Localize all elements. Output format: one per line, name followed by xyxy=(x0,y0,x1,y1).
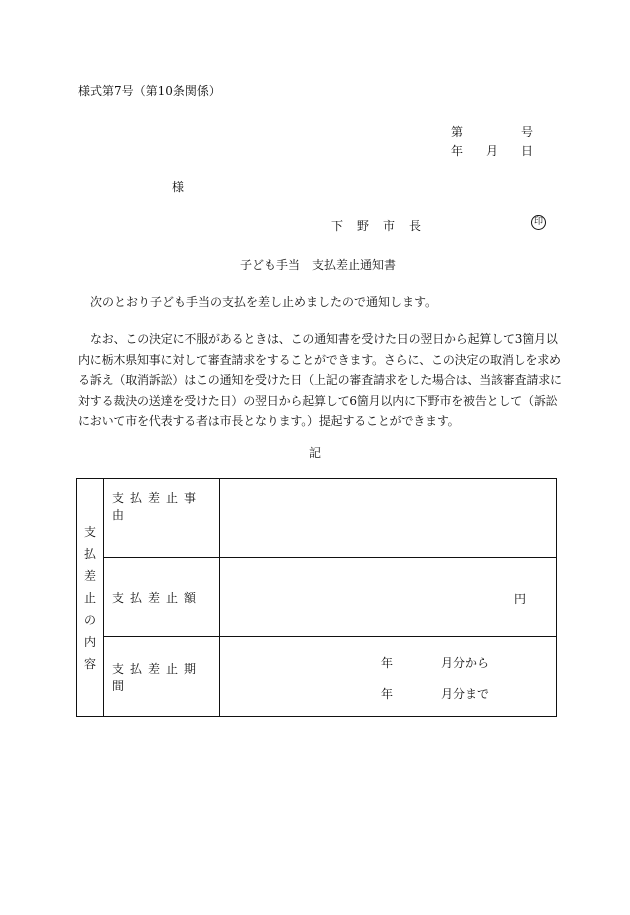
reason-value-cell[interactable] xyxy=(220,479,557,558)
table-row xyxy=(77,637,557,717)
section-label-vertical xyxy=(77,479,104,717)
form-number: 様式第7号（第10条関係） xyxy=(78,84,221,98)
sender-char: 市 xyxy=(383,219,396,233)
period-label: 支払差止期間 xyxy=(112,661,203,693)
reason-label-cell xyxy=(104,479,220,558)
document-number-line xyxy=(451,123,533,140)
period-from-year: 年 xyxy=(381,656,394,670)
ki-heading: 記 xyxy=(309,446,322,460)
body-paragraph-1: 次のとおり子ども手当の支払を差し止めましたので通知します。 xyxy=(90,295,438,309)
section-char: 差 xyxy=(83,568,96,583)
section-char: 払 xyxy=(83,546,96,561)
amount-label-cell xyxy=(104,558,220,637)
section-char: 支 xyxy=(83,524,96,539)
period-label-cell xyxy=(104,637,220,717)
period-from-line xyxy=(381,654,489,671)
table-row xyxy=(77,479,557,558)
seal-mark: 印 xyxy=(531,215,546,230)
section-char: 容 xyxy=(83,656,96,671)
amount-unit: 円 xyxy=(513,592,526,606)
section-char: 止 xyxy=(83,590,96,605)
section-char: の xyxy=(83,612,96,627)
period-value-cell[interactable] xyxy=(220,637,557,717)
date-month: 月 xyxy=(485,144,498,158)
period-to-line xyxy=(381,685,489,702)
sender-name xyxy=(331,217,435,234)
document-title: 子ども手当 支払差止通知書 xyxy=(240,258,397,272)
amount-value-cell[interactable] xyxy=(220,558,557,637)
section-char: 内 xyxy=(83,634,96,649)
detail-table xyxy=(76,478,557,717)
period-to-year: 年 xyxy=(381,687,394,701)
reason-label: 支払差止事由 xyxy=(112,491,203,522)
period-from-text: 月分から xyxy=(441,656,490,670)
amount-label: 支払差止額 xyxy=(112,590,203,605)
number-suffix: 号 xyxy=(520,125,533,139)
sender-char: 長 xyxy=(409,219,422,233)
table-row xyxy=(77,558,557,637)
sender-char: 野 xyxy=(357,219,370,233)
date-day: 日 xyxy=(520,144,533,158)
period-to-text: 月分まで xyxy=(441,687,490,701)
number-prefix: 第 xyxy=(451,125,464,139)
sender-char: 下 xyxy=(331,219,344,233)
body-paragraph-2: なお、この決定に不服があるときは、この通知書を受けた日の翌日から起算して3箇月以内に栃木県知事に対して審査請求をすることができます。さらに、この決定の取消しを求める訴え（取消訴訟）はこの通知を受けた日（上記の審査請求をした場合は、当該審査請求に対する裁決の送達を受けた日）の翌日から起算して6箇月以内に下野市を被告として（訴訟において市を代表する者は市長となります。）提起することができます。 xyxy=(78,332,562,428)
document-date-line xyxy=(451,142,533,159)
addressee-suffix: 様 xyxy=(172,180,185,194)
date-year: 年 xyxy=(451,144,464,158)
